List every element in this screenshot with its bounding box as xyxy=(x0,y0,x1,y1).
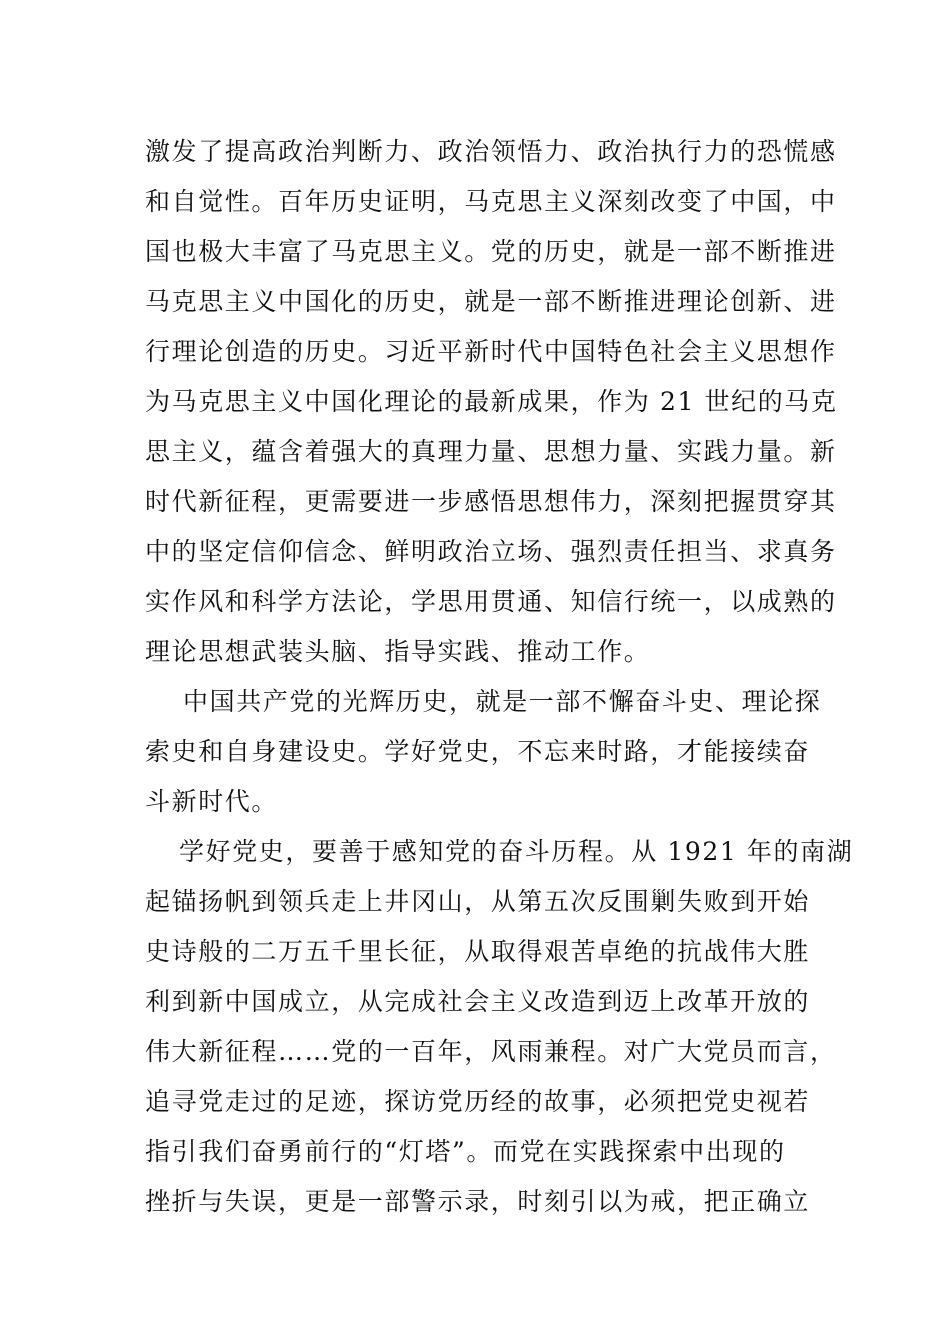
paragraph-2 xyxy=(145,677,825,827)
text-line: 斗新时代。 xyxy=(145,787,279,816)
text-line: 起锚扬帆到领兵走上井冈山，从第五次反围剿失败到开始 xyxy=(145,887,811,916)
text-line: 挫折与失误，更是一部警示录，时刻引以为戒，把正确立 xyxy=(145,1187,811,1216)
text-line: 追寻党走过的足迹，探访党历经的故事，必须把党史视若 xyxy=(145,1087,811,1116)
text-line: 和自觉性。百年历史证明，马克思主义深刻改变了中国，中 xyxy=(145,187,837,216)
text-line: 为马克思主义中国化理论的最新成果，作为 21 世纪的马克 xyxy=(145,387,838,416)
text-line: 行理论创造的历史。习近平新时代中国特色社会主义思想作 xyxy=(145,337,837,366)
text-line: 中国共产党的光辉历史，就是一部不懈奋斗史、理论探 xyxy=(183,687,822,716)
text-line: 时代新征程，更需要进一步感悟思想伟力，深刻把握贯穿其 xyxy=(145,487,837,516)
text-line: 学好党史，要善于感知党的奋斗历程。从 1921 年的南湖 xyxy=(179,837,854,866)
text-line: 中的坚定信仰信念、鲜明政治立场、强烈责任担当、求真务 xyxy=(145,537,837,566)
text-line: 理论思想武装头脑、指导实践、推动工作。 xyxy=(145,637,651,666)
text-line: 伟大新征程……党的一百年，风雨兼程。对广大党员而言， xyxy=(145,1037,837,1066)
text-line: 指引我们奋勇前行的“灯塔”。而党在实践探索中出现的 xyxy=(145,1137,786,1166)
text-line: 思主义，蕴含着强大的真理力量、思想力量、实践力量。新 xyxy=(145,437,837,466)
text-line: 国也极大丰富了马克思主义。党的历史，就是一部不断推进 xyxy=(145,237,837,266)
text-line: 马克思主义中国化的历史，就是一部不断推进理论创新、进 xyxy=(145,287,837,316)
text-line: 史诗般的二万五千里长征，从取得艰苦卓绝的抗战伟大胜 xyxy=(145,937,811,966)
text-line: 索史和自身建设史。学好党史，不忘来时路，才能接续奋 xyxy=(145,737,811,766)
text-line: 利到新中国成立，从完成社会主义改造到迈上改革开放的 xyxy=(145,987,811,1016)
body-text xyxy=(145,127,854,1227)
text-line: 实作风和科学方法论，学思用贯通、知信行统一，以成熟的 xyxy=(145,587,837,616)
paragraph-1 xyxy=(145,127,838,677)
paragraph-3 xyxy=(145,827,854,1227)
text-line: 激发了提高政治判断力、政治领悟力、政治执行力的恐慌感 xyxy=(145,137,837,166)
